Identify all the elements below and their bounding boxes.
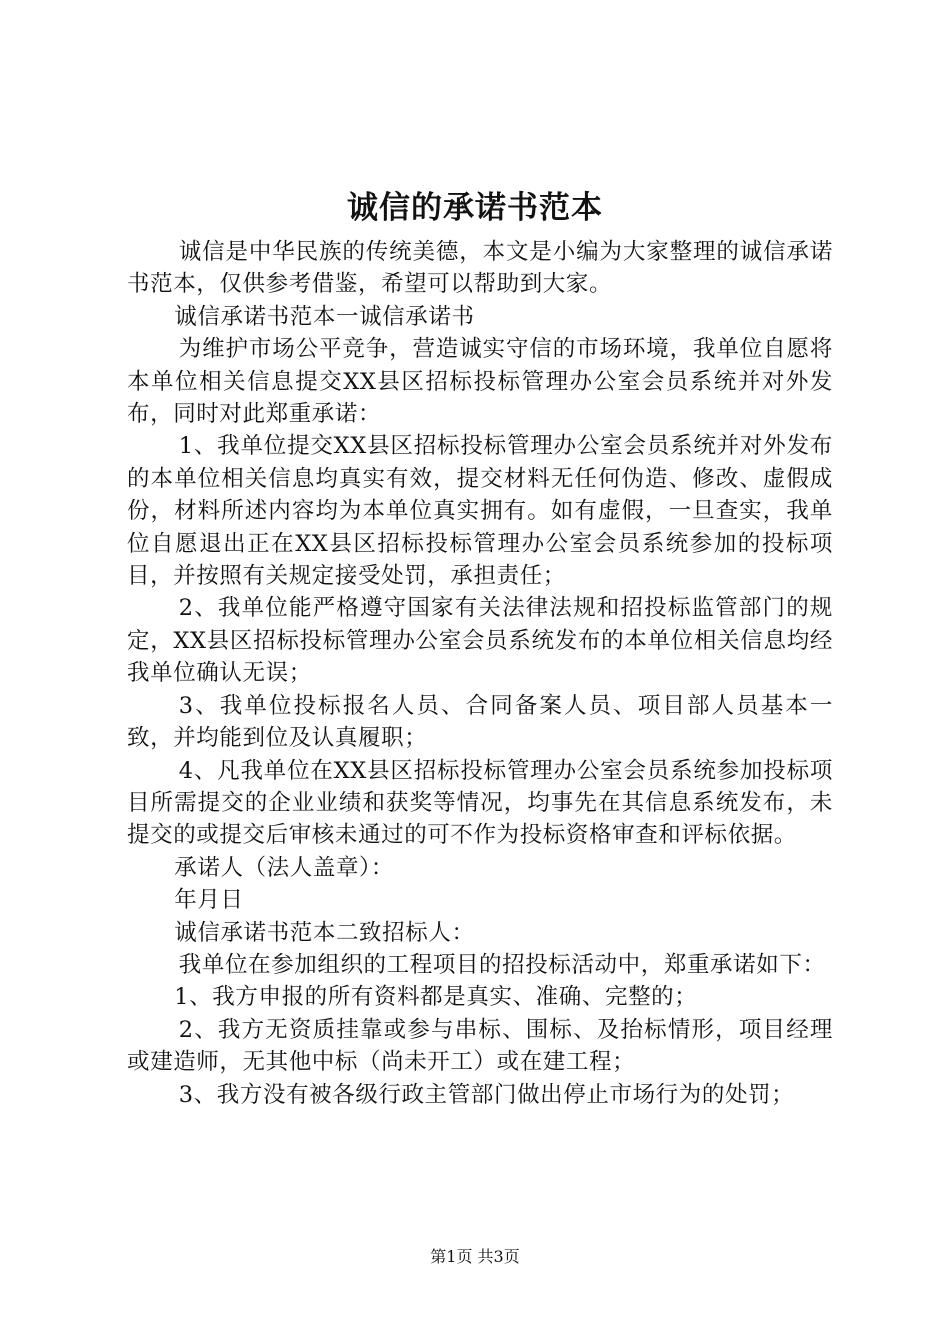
paragraph-commitment: 我单位在参加组织的工程项目的招投标活动中，郑重承诺如下： bbox=[178, 951, 826, 978]
paragraph-item-3: 3、我单位投标报名人员、合同备案人员、项目部人员基本一致，并均能到位及认真履职； bbox=[127, 692, 833, 752]
section-heading-1: 诚信承诺书范本一诚信承诺书 bbox=[174, 303, 475, 330]
paragraph-item-b1: 1、我方申报的所有资料都是真实、准确、完整的； bbox=[174, 984, 698, 1011]
paragraph-item-4: 4、凡我单位在XX县区招标投标管理办公室会员系统参加投标项目所需提交的企业业绩和获奖等情况，均事先在其信息系统发布，未提交的或提交后审核未通过的可不作为投标资格审查和评标依据。 bbox=[127, 757, 833, 849]
document-body bbox=[127, 236, 833, 1111]
document-title: 诚信的承诺书范本 bbox=[347, 190, 603, 226]
page-footer: 第1页 共3页 bbox=[430, 1247, 520, 1266]
paragraph-item-1: 1、我单位提交XX县区招标投标管理办公室会员系统并对外发布的本单位相关信息均真实有效，提交材料无任何伪造、修改、虚假成份，材料所述内容均为本单位真实拥有。如有虚假，一旦查实，我单位自愿退出正在XX县区招标投标管理办公室会员系统参加的投标项目，并按照有关规定接受处罚，承担责任； bbox=[127, 433, 833, 590]
date-line: 年月日 bbox=[174, 887, 244, 914]
paragraph-item-b3: 3、我方没有被各级行政主管部门做出停止市场行为的处罚； bbox=[178, 1081, 795, 1108]
section-heading-2: 诚信承诺书范本二致招标人： bbox=[174, 919, 475, 946]
signatory-line: 承诺人（法人盖章）： bbox=[174, 854, 395, 881]
paragraph-item-2: 2、我单位能严格遵守国家有关法律法规和招投标监管部门的规定，XX县区招标投标管理办公室会员系统发布的本单位相关信息均经我单位确认无误； bbox=[127, 595, 833, 687]
paragraph-item-b2: 2、我方无资质挂靠或参与串标、围标、及抬标情形，项目经理或建造师，无其他中标（尚未开工）或在建工程； bbox=[127, 1016, 833, 1076]
paragraph-preamble: 为维护市场公平竞争，营造诚实守信的市场环境，我单位自愿将本单位相关信息提交XX县区招标投标管理办公室会员系统并对外发布，同时对此郑重承诺： bbox=[127, 336, 833, 428]
intro-paragraph: 诚信是中华民族的传统美德，本文是小编为大家整理的诚信承诺书范本，仅供参考借鉴，希望可以帮助到大家。 bbox=[127, 239, 833, 298]
